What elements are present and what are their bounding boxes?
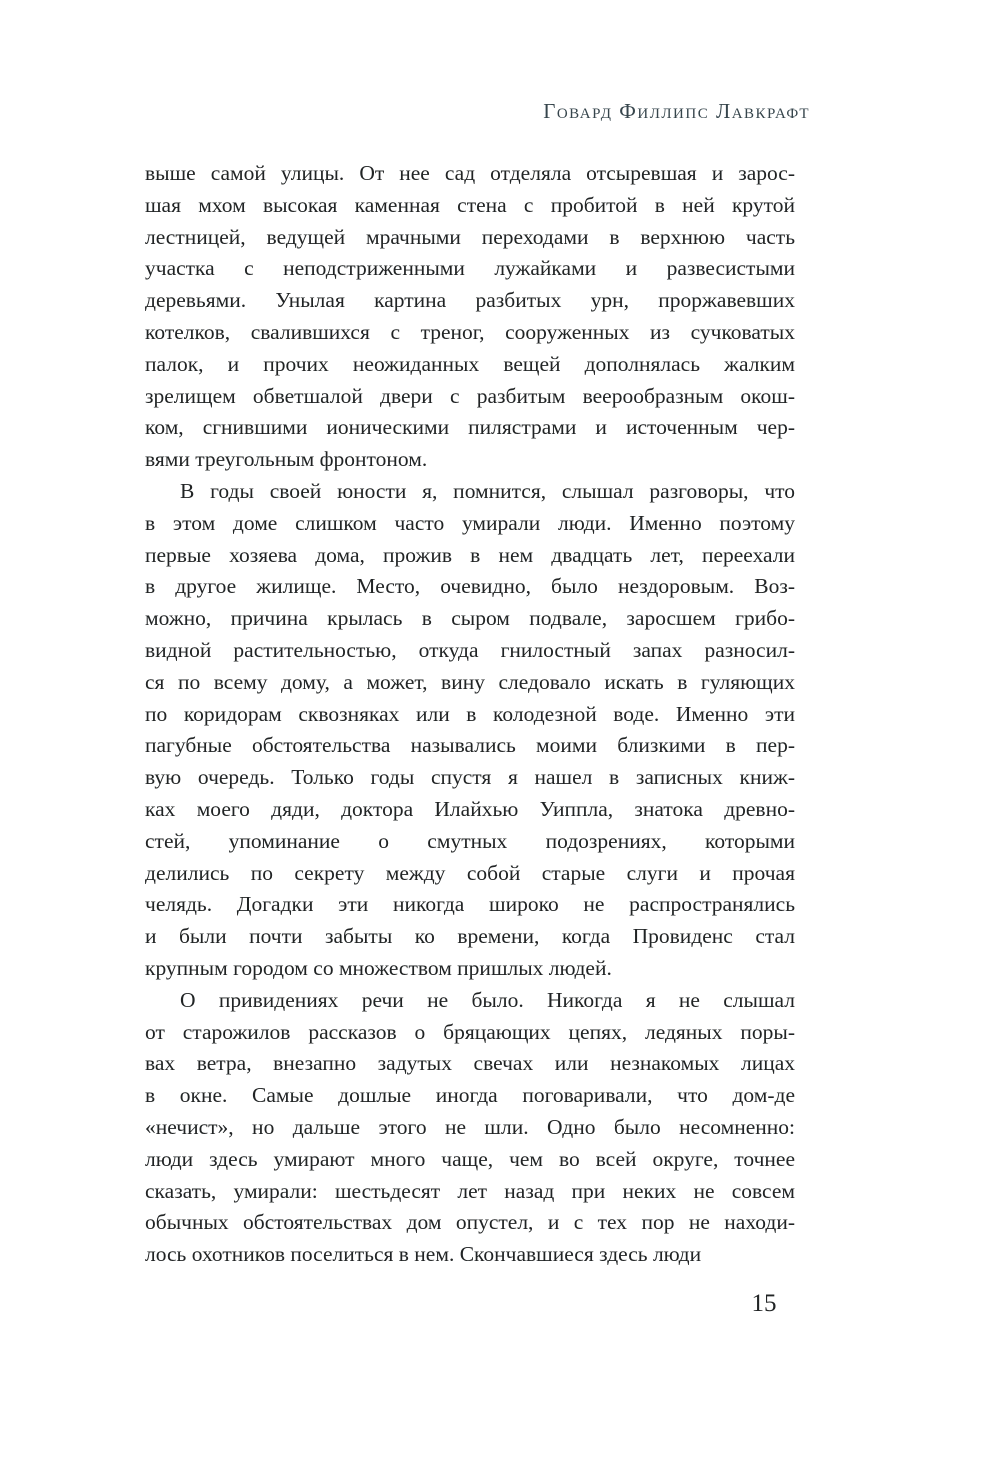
text-line: сказать, умирали: шестьдесят лет назад при неких не совсем: [145, 1178, 795, 1203]
text-line: вую очередь. Только годы спустя я нашел в записных книж-: [145, 765, 795, 790]
text-line: по коридорам сквозняках или в колодезной воде. Именно эти: [145, 701, 795, 726]
paragraph: [145, 985, 795, 1271]
text-line: можно, причина крылась в сыром подвале, заросшем грибо-: [145, 606, 795, 631]
text-line: ся по всему дому, а может, вину следовало искать в гуляющих: [145, 669, 795, 694]
paragraph: [145, 158, 795, 476]
text-line: пагубные обстоятельства назывались моими близкими в пер-: [145, 733, 795, 758]
paragraph: [145, 476, 795, 985]
text-line: делились по секрету между собой старые слуги и прочая: [145, 860, 795, 885]
text-line: О привидениях речи не было. Никогда я не слышал: [180, 987, 795, 1012]
text-line: «нечист», но дальше этого не шли. Одно было несомненно:: [145, 1114, 795, 1139]
text-line: стей, упоминание о смутных подозрениях, которыми: [145, 828, 795, 853]
text-line: челядь. Догадки эти никогда широко не распространялись: [145, 892, 795, 917]
text-line: обычных обстоятельствах дом опустел, и с тех пор не находи-: [145, 1210, 795, 1235]
text-block: [145, 158, 795, 1271]
text-line: котелков, свалившихся с треног, сооруженных из сучковатых: [145, 319, 795, 344]
text-line: в этом доме слишком часто умирали люди. Именно поэтому: [145, 510, 795, 535]
text-line: В годы своей юности я, помнится, слышал разговоры, что: [180, 478, 795, 503]
text-line: шая мхом высокая каменная стена с пробитой в ней крутой: [145, 192, 795, 217]
text-line: в другое жилище. Место, очевидно, было нездоровым. Воз-: [145, 574, 795, 599]
text-line: ком, сгнившими ионическими пилястрами и источенным чер-: [145, 415, 795, 440]
text-line: видной растительностью, откуда гнилостный запах разносил-: [145, 637, 795, 662]
text-line: ках моего дяди, доктора Илайхью Уиппла, знатока древно-: [145, 796, 795, 821]
text-line: и были почти забыты ко времени, когда Провиденс стал: [145, 924, 795, 949]
page-number: 15: [751, 1290, 777, 1317]
text-line: лестницей, ведущей мрачными переходами в верхнюю часть: [145, 224, 795, 249]
running-header: Говард Филлипс Лавкрафт: [543, 99, 810, 123]
text-line: участка с неподстриженными лужайками и развесистыми: [145, 256, 795, 281]
text-line: зрелищем обветшалой двери с разбитым веерообразным окош-: [145, 383, 795, 408]
text-line: в окне. Самые дошлые иногда поговаривали, что дом-де: [145, 1083, 795, 1108]
text-line: выше самой улицы. От нее сад отделяла отсыревшая и зарос-: [145, 161, 795, 185]
text-line: вах ветра, внезапно задутых свечах или незнакомых лицах: [145, 1051, 795, 1076]
text-line: лось охотников поселиться в нем. Скончавшиеся здесь люди: [145, 1242, 702, 1267]
text-line: палок, и прочих неожиданных вещей дополнялась жалким: [145, 351, 795, 376]
text-line: от старожилов рассказов о бряцающих цепях, ледяных поры-: [145, 1019, 795, 1044]
text-line: крупным городом со множеством пришлых людей.: [145, 955, 612, 980]
text-line: первые хозяева дома, прожив в нем двадцать лет, переехали: [145, 542, 795, 567]
text-line: деревьями. Унылая картина разбитых урн, проржавевших: [145, 288, 795, 313]
text-line: люди здесь умирают много чаще, чем во всей округе, точнее: [145, 1146, 795, 1171]
text-line: вями треугольным фронтоном.: [145, 447, 428, 472]
